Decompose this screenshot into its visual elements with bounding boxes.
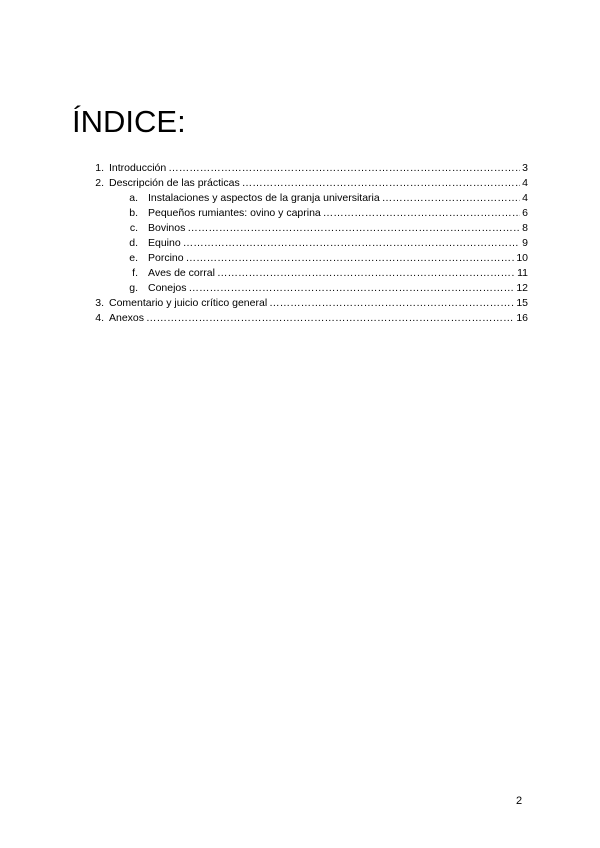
- toc-entry-conejos[interactable]: [88, 281, 528, 296]
- toc-entry-page: 8: [522, 222, 528, 234]
- toc-entry-label: Porcino: [148, 252, 184, 264]
- dot-leader: [382, 191, 520, 206]
- toc-entry-bovinos[interactable]: [88, 221, 528, 236]
- toc-entry-label: Bovinos: [148, 222, 186, 234]
- toc-entry-label: Anexos: [109, 312, 145, 324]
- toc-entry-number: d.: [129, 237, 138, 249]
- toc-entry-page: 11: [517, 267, 528, 279]
- toc-entry-number: f.: [132, 267, 138, 279]
- toc-entry-number: e.: [129, 252, 138, 264]
- toc-entry-anexos[interactable]: [88, 311, 528, 326]
- toc-entry-label: Equino: [148, 237, 181, 249]
- dot-leader: [269, 296, 514, 311]
- toc-entry-page: 10: [516, 252, 528, 264]
- toc-entry-page: 6: [522, 207, 528, 219]
- toc-entry-number: 1.: [95, 162, 104, 174]
- page-number: 2: [516, 795, 523, 807]
- dot-leader: [186, 251, 515, 266]
- toc-entry-instalaciones[interactable]: [88, 191, 528, 206]
- dot-leader: [217, 266, 515, 281]
- toc-entry-number: 4.: [95, 312, 104, 324]
- toc-entry-pequenos-rumiantes[interactable]: [88, 206, 528, 221]
- toc-entry-label: Pequeños rumiantes: ovino y caprina: [148, 207, 321, 219]
- toc-entry-page: 9: [522, 237, 528, 249]
- toc-entry-number: b.: [129, 207, 138, 219]
- toc-entry-number: 2.: [95, 177, 104, 189]
- toc-entry-descripcion[interactable]: [88, 176, 528, 191]
- dot-leader: [189, 281, 515, 296]
- toc-entry-label: Descripción de las prácticas: [109, 177, 240, 189]
- toc-entry-introduccion[interactable]: [88, 161, 528, 176]
- dot-leader: [168, 161, 520, 176]
- toc-entry-page: 15: [516, 297, 528, 309]
- toc-entry-label: Conejos: [148, 282, 187, 294]
- toc-entry-label: Comentario y juicio crítico general: [109, 297, 268, 309]
- toc-entry-porcino[interactable]: [88, 251, 528, 266]
- toc-entry-number: 3.: [95, 297, 104, 309]
- toc-entry-label: Introducción: [109, 162, 167, 174]
- toc-entry-aves-de-corral[interactable]: [88, 266, 528, 281]
- toc-entry-page: 16: [516, 312, 528, 324]
- dot-leader: [183, 236, 520, 251]
- page-title: ÍNDICE:: [72, 104, 186, 139]
- toc-entry-label: Aves de corral: [148, 267, 215, 279]
- toc-entry-comentario[interactable]: [88, 296, 528, 311]
- toc-entry-page: 4: [522, 192, 528, 204]
- table-of-contents: [88, 161, 528, 326]
- toc-entry-number: c.: [129, 222, 138, 234]
- dot-leader: [242, 176, 520, 191]
- dot-leader: [187, 221, 520, 236]
- toc-entry-equino[interactable]: [88, 236, 528, 251]
- toc-entry-number: g.: [129, 282, 138, 294]
- toc-entry-page: 4: [522, 177, 528, 189]
- toc-entry-label: Instalaciones y aspectos de la granja universitaria: [148, 192, 380, 204]
- dot-leader: [146, 311, 514, 326]
- toc-entry-page: 12: [516, 282, 528, 294]
- toc-entry-page: 3: [522, 162, 528, 174]
- dot-leader: [323, 206, 520, 221]
- toc-entry-number: a.: [129, 192, 138, 204]
